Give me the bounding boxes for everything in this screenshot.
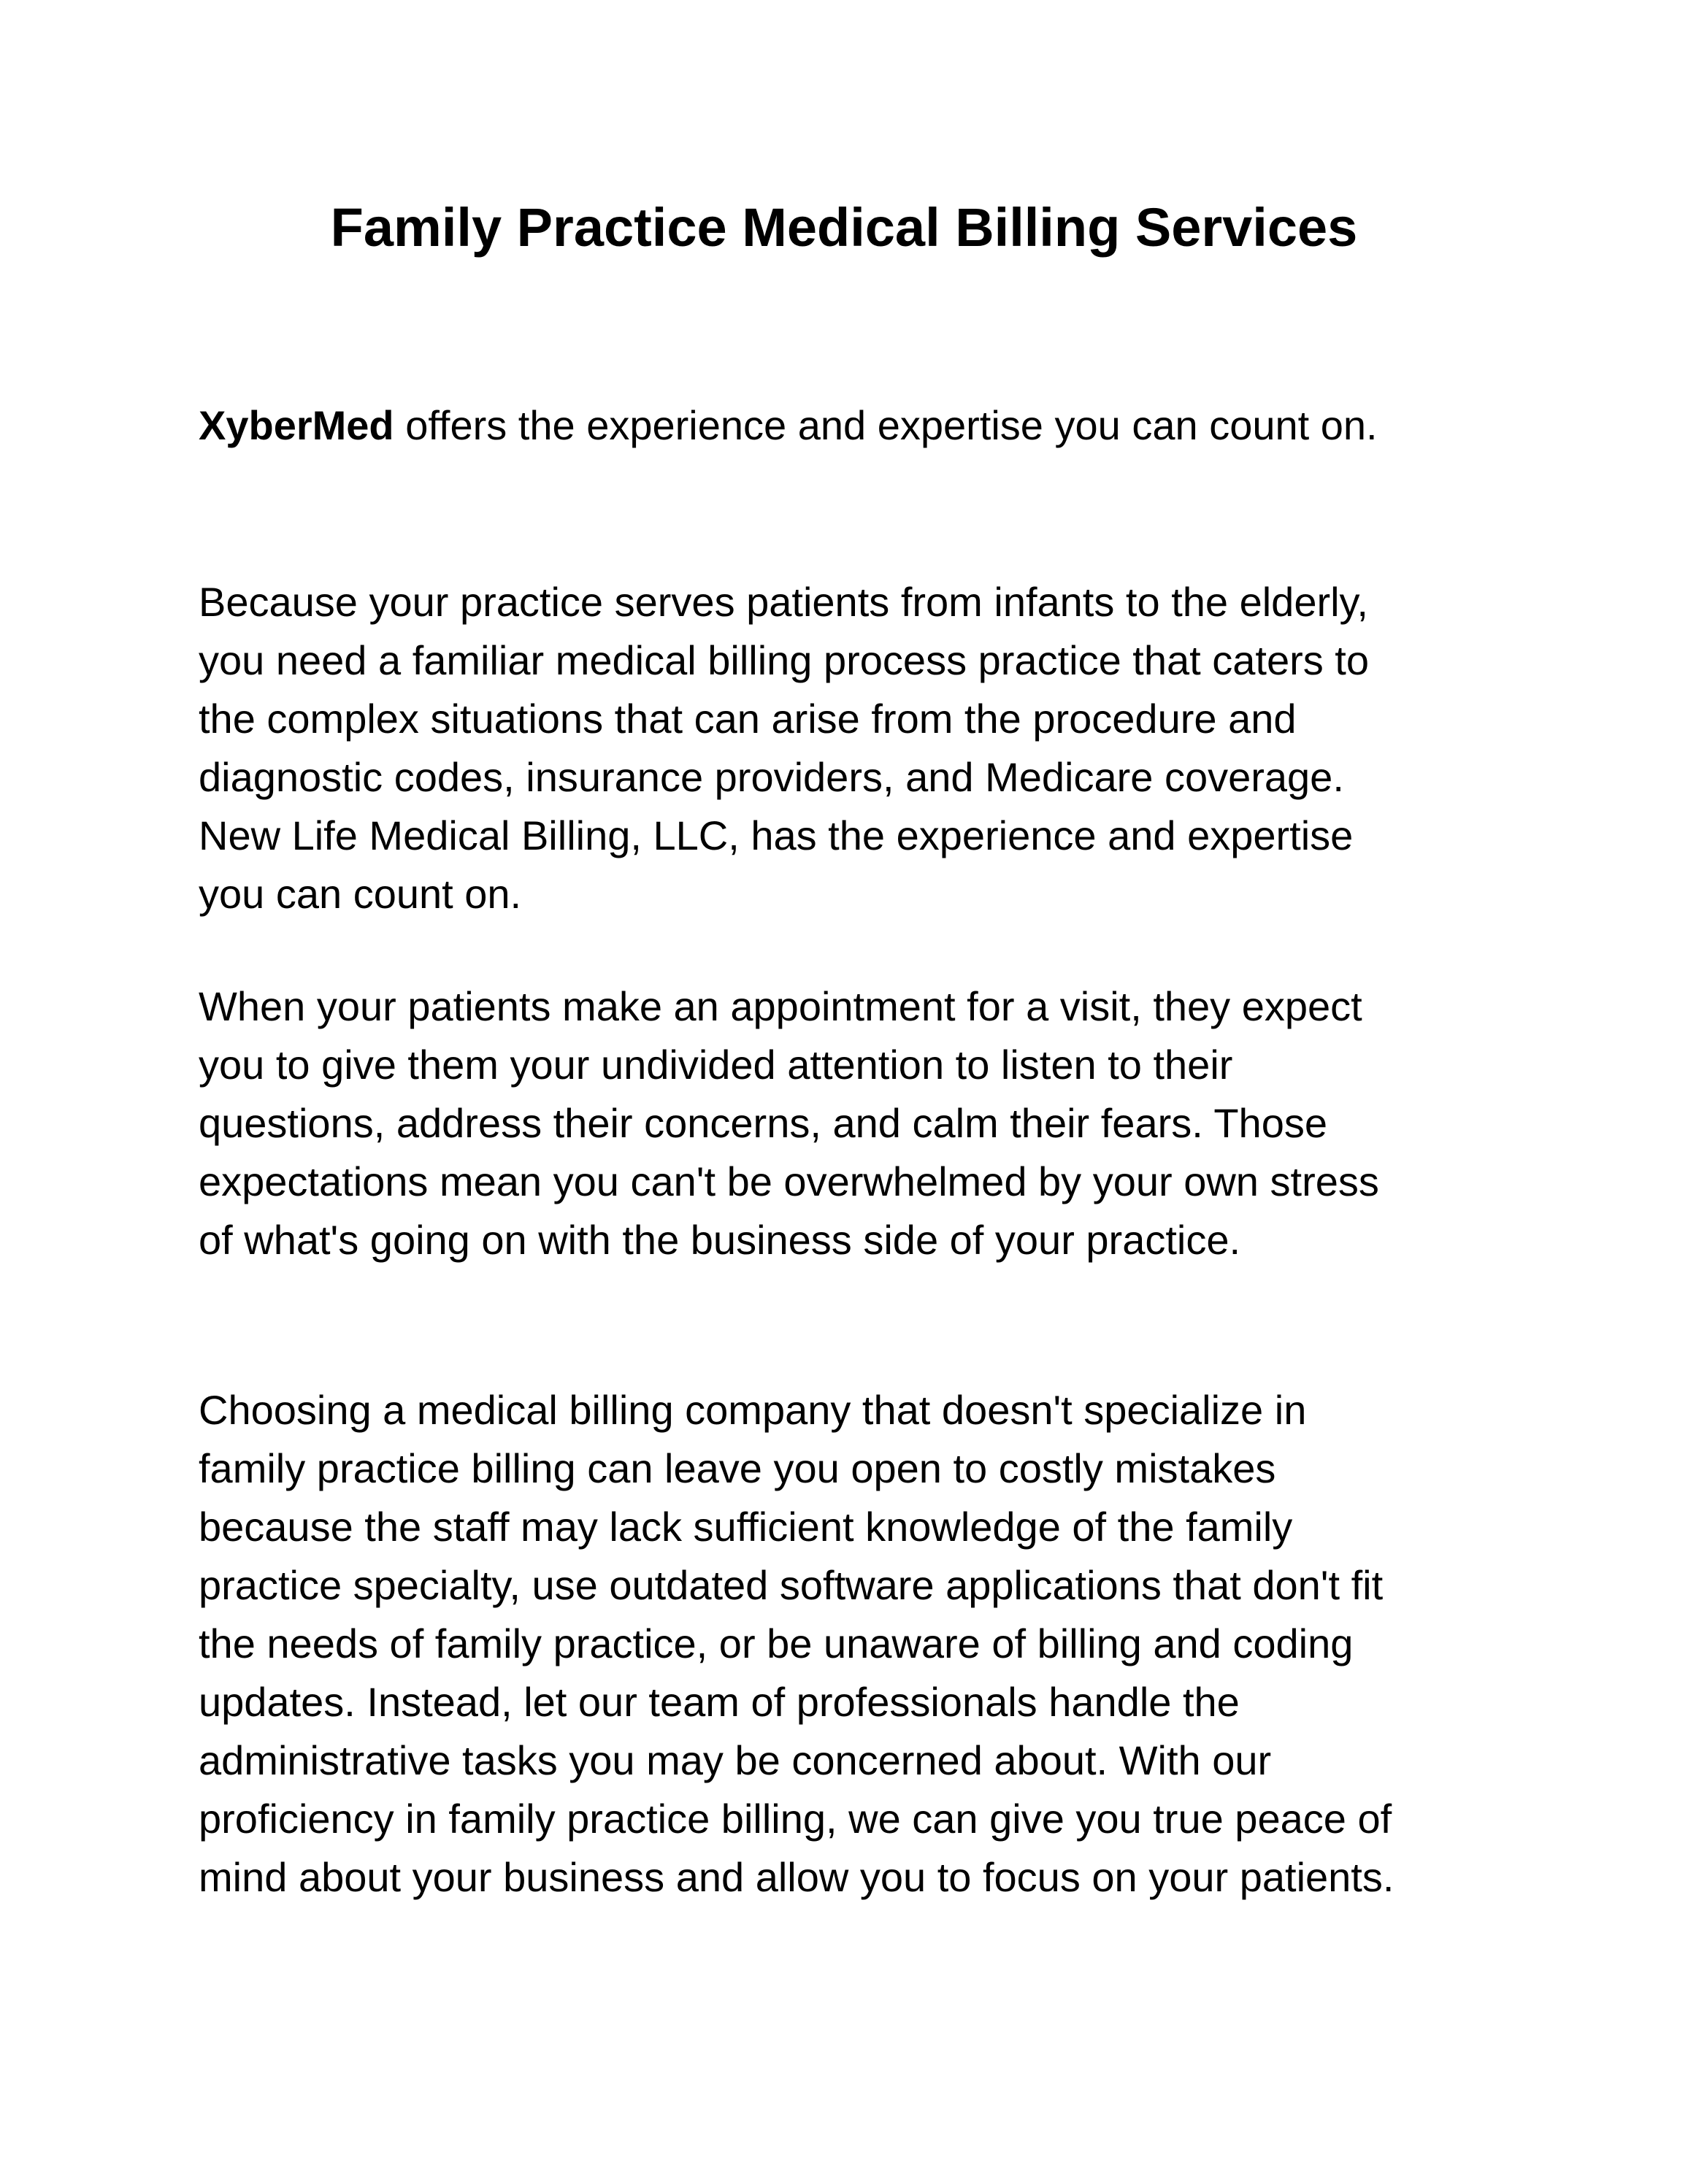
brand-name: XyberMed: [199, 402, 394, 448]
paragraph-line: you can count on.: [199, 871, 522, 917]
paragraph-line: expectations mean you can't be overwhelmed by your own stress: [199, 1158, 1379, 1204]
paragraph-line: you to give them your undivided attention to listen to their: [199, 1042, 1233, 1088]
paragraph-line: of what's going on with the business side of your practice.: [199, 1217, 1241, 1263]
paragraph-line: administrative tasks you may be concerned about. With our: [199, 1737, 1272, 1783]
paragraph-patient-expectations: [199, 977, 1557, 1269]
paragraph-line: the complex situations that can arise from the procedure and: [199, 696, 1297, 742]
paragraph-line: practice specialty, use outdated software applications that don't fit: [199, 1562, 1384, 1608]
paragraph-line: questions, address their concerns, and calm their fears. Those: [199, 1100, 1327, 1146]
paragraph-line: diagnostic codes, insurance providers, and Medicare coverage.: [199, 754, 1344, 800]
paragraph-line: because the staff may lack sufficient knowledge of the family: [199, 1504, 1293, 1550]
intro-text: offers the experience and expertise you can count on.: [394, 402, 1378, 448]
paragraph-line: family practice billing can leave you open to costly mistakes: [199, 1445, 1276, 1491]
paragraph-line: Choosing a medical billing company that doesn't specialize in: [199, 1387, 1307, 1433]
intro-paragraph: [199, 396, 1557, 455]
page-title: Family Practice Medical Billing Services: [330, 197, 1358, 258]
paragraph-line: New Life Medical Billing, LLC, has the experience and expertise: [199, 812, 1354, 858]
paragraph-line: updates. Instead, let our team of professionals handle the: [199, 1679, 1240, 1725]
paragraph-line: When your patients make an appointment for a visit, they expect: [199, 983, 1362, 1029]
paragraph-line: mind about your business and allow you to focus on your patients.: [199, 1854, 1394, 1900]
paragraph-line: you need a familiar medical billing process practice that caters to: [199, 637, 1369, 683]
paragraph-choosing-company: [199, 1381, 1557, 1907]
paragraph-line: the needs of family practice, or be unaware of billing and coding: [199, 1620, 1354, 1666]
paragraph-line: proficiency in family practice billing, we can give you true peace of: [199, 1796, 1392, 1842]
paragraph-practice-needs: [199, 573, 1557, 923]
paragraph-line: Because your practice serves patients from infants to the elderly,: [199, 579, 1368, 625]
